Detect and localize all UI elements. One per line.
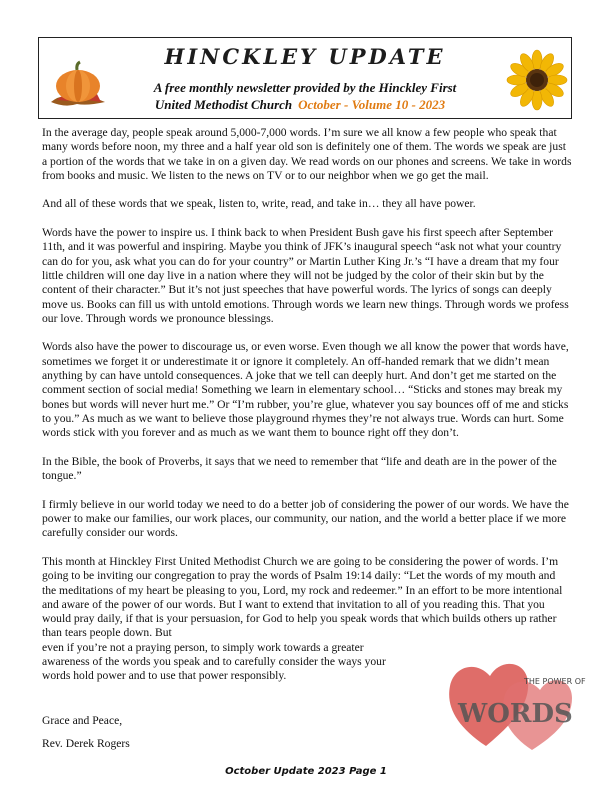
sunflower-icon bbox=[507, 50, 567, 110]
newsletter-subtitle bbox=[39, 79, 571, 113]
graphic-small-text: THE POWER OF bbox=[524, 677, 586, 686]
author-name: Rev. Derek Rogers bbox=[42, 737, 130, 750]
page-footer: October Update 2023 Page 1 bbox=[225, 766, 387, 777]
paragraph: Words have the power to inspire us. I think back to when President Bush gave his first speech after September 11th, and it was powerful and inspiring. Maybe you think of JFK’s inaugural speech “ask not what your country can do for you, ask what you can do for your country” or Martin Luther King Jr.’s “I have a dream that my four little children will one day live in a nation where they will not be judged by the color of their skin but by the content of their character.” But it’s not just speeches that have powerful words. The lyrics of songs can deeply move us. Books can fill us with untold emotions. Through words we learn new things. Through words we profess our love. Through words we pronounce blessings. bbox=[42, 226, 569, 325]
signoff: Grace and Peace, bbox=[42, 714, 123, 727]
paragraph: This month at Hinckley First United Methodist Church we are going to be considering the power of words. I’m going to be inviting our congregation to pray the words of Psalm 19:14 daily: “Let the words of my mouth and the meditations of my heart be pleasing to you, Lord, my rock and redeemer.” In an effort to be more intentional and aware of the power of our words. But I want to extend that invitation to all of you reading this. That you would pray daily, if that is your persuasion, for God to help you speak words that which builds others up rather than tears people down. But bbox=[42, 554, 563, 640]
subtitle-line-2: United Methodist Church October - Volume 10 - 2023 bbox=[154, 97, 446, 112]
paragraph: And all of these words that we speak, listen to, write, read, and take in… they all have power. bbox=[42, 197, 476, 211]
paragraph: I firmly believe in our world today we need to do a better job of considering the power of our words. We have the power to make our families, our work places, our community, our nation, and the world a better place if we more carefully consider our words. bbox=[42, 497, 569, 540]
graphic-big-text: WORDS bbox=[458, 699, 573, 729]
newsletter-title: HINCKLEY UPDATE bbox=[164, 44, 446, 69]
subtitle-line-1: A free monthly newsletter provided by the Hinckley First bbox=[153, 80, 457, 95]
issue-label: October - Volume 10 - 2023 bbox=[298, 97, 446, 112]
article-body bbox=[42, 126, 572, 698]
paragraph: In the Bible, the book of Proverbs, it says that we need to remember that “life and death are in the power of the tongue.” bbox=[42, 454, 557, 483]
masthead bbox=[38, 37, 572, 119]
paragraph: Words also have the power to discourage us, or even worse. Even though we all know the power that words have, sometimes we forget it or underestimate it or ignore it completely. An off-handed remark that we didn’t mean anything by can have untold consequences. A joke that we tell can deeply hurt. And don’t get me started on the comment section of social media! Something we learn in elementary school… “Sticks and stones may break my bones but words will never hurt me.” Or “I’m rubber, you’re glue, whatever you say bounces off of me and sticks to you.” As much as we want to believe those playground rhymes they’re not always true. Words can hurt. Some words stick with you forever and as much as we want them to bounce right off they don’t. bbox=[42, 340, 569, 440]
closing-paragraph: even if you’re not a praying person, to simply work towards a greater awareness of the words you speak and to carefully consider the ways your words hold power and to use that power responsibly. bbox=[42, 640, 386, 683]
paragraph: In the average day, people speak around 5,000-7,000 words. I’m sure we all know a few people who speak that many words before noon, my three and a half year old son is definitely one of them. The words we speak are just a portion of the words that we take in on a given day. We read words on our phones and screens. We take in words from books and music. We listen to the news on TV or to our neighbor when we go get the mail. bbox=[42, 126, 572, 182]
power-of-words-graphic bbox=[446, 648, 586, 752]
